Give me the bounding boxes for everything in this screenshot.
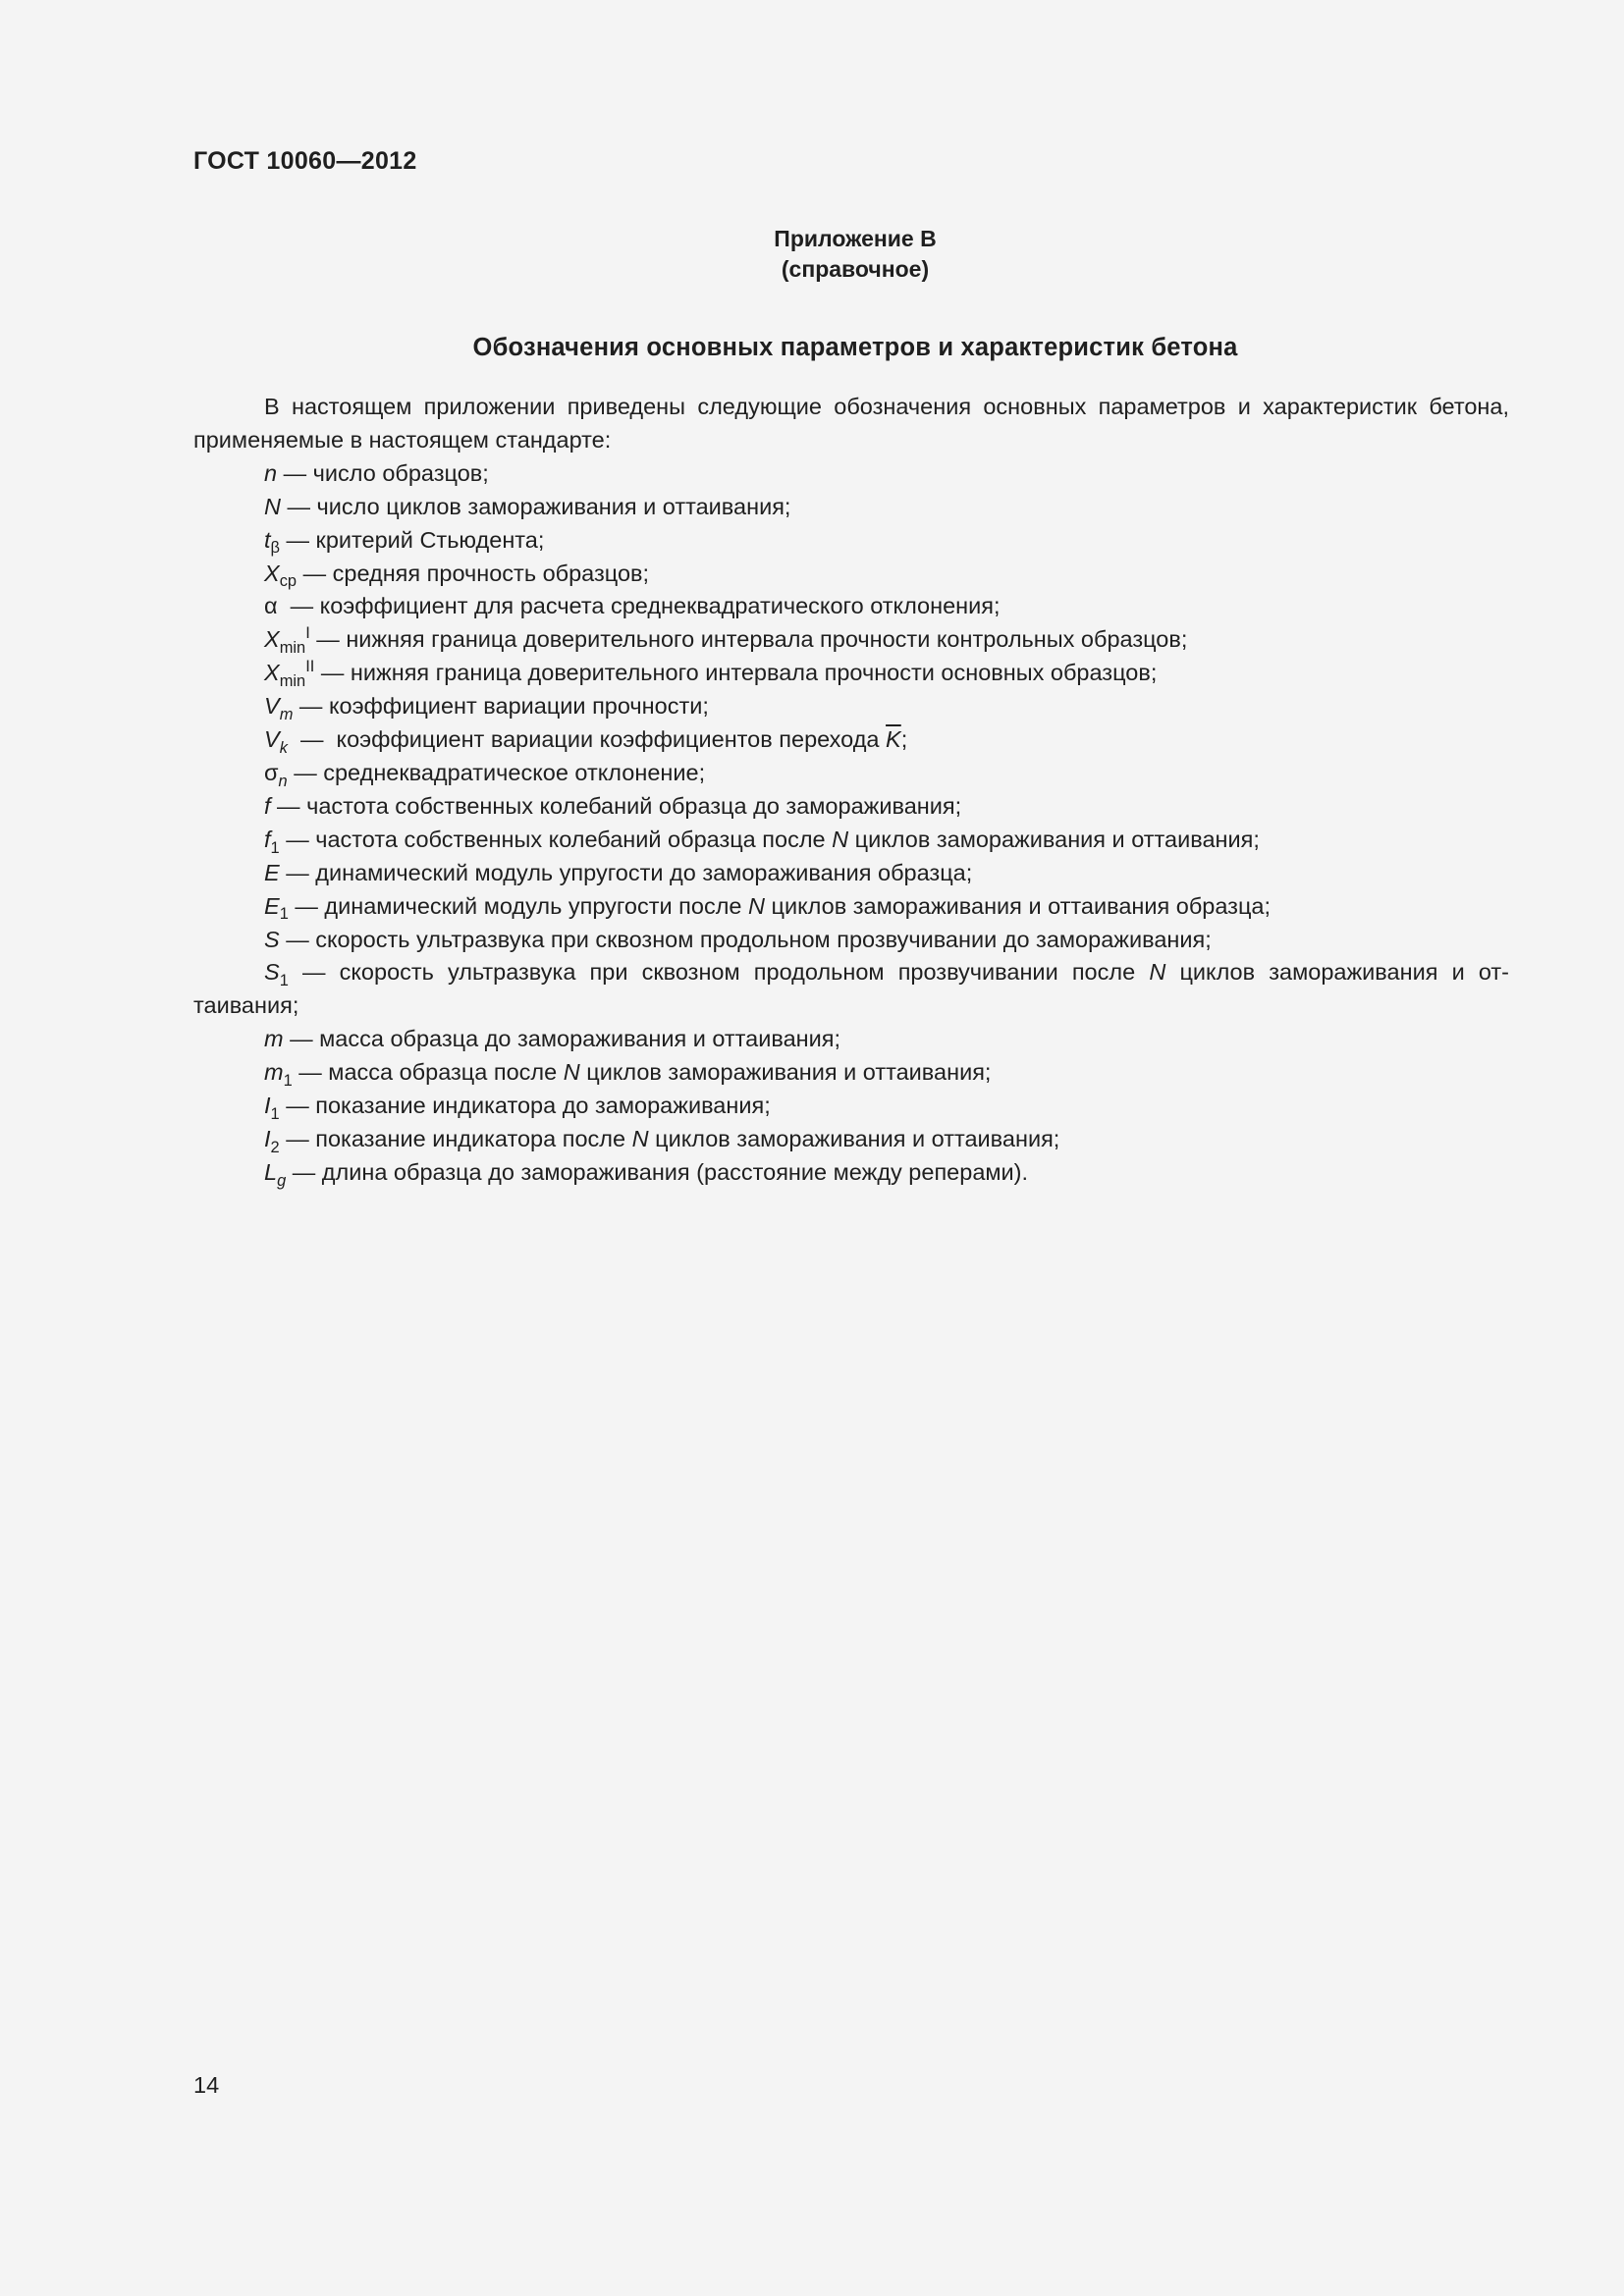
definition-tail: ; [900, 726, 908, 753]
symbol: S [264, 959, 280, 986]
definition-item [193, 590, 1509, 623]
symbol: I [264, 1125, 271, 1151]
symbol: I [264, 1093, 271, 1119]
symbol: α [264, 593, 278, 619]
symbol: t [264, 526, 271, 553]
definition-tail: циклов замораживания и оттаивания образца; [765, 892, 1271, 919]
symbol: N [264, 493, 281, 519]
symbol-subscript: 1 [270, 1104, 280, 1123]
document-code: ГОСТ 10060—2012 [193, 147, 417, 175]
symbol-subscript: 1 [279, 905, 289, 924]
definition-text: — скорость ультразвука при сквозном продольном прозвучивании до замораживания; [279, 926, 1212, 952]
definition-item [193, 924, 1509, 957]
definition-tail: циклов замораживания и оттаивания; [848, 826, 1260, 852]
symbol-subscript: min [279, 672, 306, 690]
definition-item [193, 690, 1509, 723]
definition-item [193, 824, 1509, 857]
definition-item [193, 1023, 1509, 1056]
definition-text: — показание индикатора после [279, 1125, 632, 1151]
definition-text: — масса образца до замораживания и оттаивания; [283, 1026, 841, 1052]
definition-tail: циклов замораживания и оттаивания; [579, 1059, 992, 1086]
definition-item [193, 790, 1509, 824]
symbol-subscript: 1 [283, 1071, 293, 1090]
symbol-subscript: k [279, 738, 288, 757]
definition-item [193, 623, 1509, 657]
symbol: f [264, 826, 271, 852]
symbol: E [264, 892, 280, 919]
symbol: E [264, 859, 280, 885]
definition-item [193, 956, 1509, 1023]
symbol-subscript: ср [279, 572, 298, 591]
definition-item [193, 723, 1509, 757]
definition-tail: циклов замораживания и оттаивания; [648, 1125, 1060, 1151]
document-body [193, 391, 1509, 1190]
n-symbol: N [748, 892, 766, 919]
definition-text: — коэффициент вариации прочности; [293, 693, 709, 720]
symbol-subscript: n [278, 772, 288, 790]
symbol-superscript: I [305, 624, 310, 643]
definition-text: — коэффициент вариации коэффициентов перехода [287, 726, 887, 753]
definition-text: — масса образца после [292, 1059, 564, 1086]
definition-item [193, 524, 1509, 558]
n-symbol: N [1149, 959, 1166, 986]
symbol-subscript: m [279, 705, 294, 723]
definition-text: — средняя прочность образцов; [297, 560, 650, 586]
definition-text: — динамический модуль упругости после [288, 892, 749, 919]
n-symbol: N [832, 826, 849, 852]
symbol: V [264, 693, 280, 720]
definition-text: — динамический модуль упругости до замораживания образца; [279, 859, 973, 885]
appendix-heading [0, 224, 1624, 285]
symbol: m [264, 1059, 284, 1086]
definition-item [193, 558, 1509, 591]
definition-text: — коэффициент для расчета среднеквадратического отклонения; [277, 593, 1001, 619]
symbol-subscript: 2 [270, 1138, 280, 1156]
symbol: m [264, 1026, 284, 1052]
section-title: Обозначения основных параметров и характеристик бетона [472, 334, 1238, 361]
symbol: X [264, 660, 280, 686]
symbol-subscript: β [270, 539, 280, 558]
intro-paragraph: В настоящем приложении приведены следующие обозначения основных параметров и характеристик бетона, применяемые в настоящем стандарте: [193, 394, 1509, 453]
definitions-list [193, 457, 1509, 1190]
symbol: n [264, 459, 278, 486]
symbol: σ [264, 759, 279, 785]
definition-item [193, 1090, 1509, 1123]
symbol: X [264, 560, 280, 586]
definition-item [193, 1156, 1509, 1190]
k-bar-symbol: $\overline{K}$ [886, 726, 901, 753]
symbol-subscript: min [279, 639, 306, 658]
symbol: S [264, 926, 280, 952]
symbol: V [264, 726, 280, 753]
symbol: X [264, 626, 280, 653]
n-symbol: N [563, 1059, 580, 1086]
symbol: f [264, 792, 271, 819]
definition-text: — длина образца до замораживания (расстояние между реперами). [286, 1158, 1029, 1185]
definition-item [193, 757, 1509, 790]
appendix-subtitle: (справочное) [781, 256, 930, 282]
n-symbol: N [631, 1125, 649, 1151]
appendix-title: Приложение В [774, 226, 937, 251]
symbol-subscript: g [277, 1171, 287, 1190]
definition-text: — частота собственных колебаний образца после [279, 826, 833, 852]
definition-text: — нижняя граница доверительного интервала прочности основных образцов; [314, 660, 1158, 686]
definition-text: — частота собственных колебаний образца до замораживания; [270, 792, 962, 819]
definition-item [193, 657, 1509, 690]
symbol-subscript: 1 [279, 972, 289, 990]
definition-item [193, 1056, 1509, 1090]
definition-item [193, 1123, 1509, 1156]
definition-item [193, 457, 1509, 491]
definition-item [193, 890, 1509, 924]
definition-item [193, 491, 1509, 524]
definition-text: — число образцов; [277, 459, 489, 486]
definition-text: — число циклов замораживания и оттаивания; [280, 493, 791, 519]
symbol: L [264, 1158, 278, 1185]
definition-text: — среднеквадратическое отклонение; [287, 759, 706, 785]
definition-text: — нижняя граница доверительного интервала прочности контрольных образцов; [309, 626, 1188, 653]
definition-item [193, 857, 1509, 890]
page-number: 14 [193, 2072, 220, 2098]
definition-text: — показание индикатора до замораживания; [279, 1093, 771, 1119]
definition-text: — критерий Стьюдента; [280, 526, 545, 553]
symbol-subscript: 1 [270, 838, 280, 857]
definition-tail: циклов замораживания и оттаивания; [193, 959, 1509, 1019]
symbol-superscript: II [305, 658, 315, 676]
definition-text: — скорость ультразвука при сквозном продольном прозвучивании после [288, 959, 1150, 986]
